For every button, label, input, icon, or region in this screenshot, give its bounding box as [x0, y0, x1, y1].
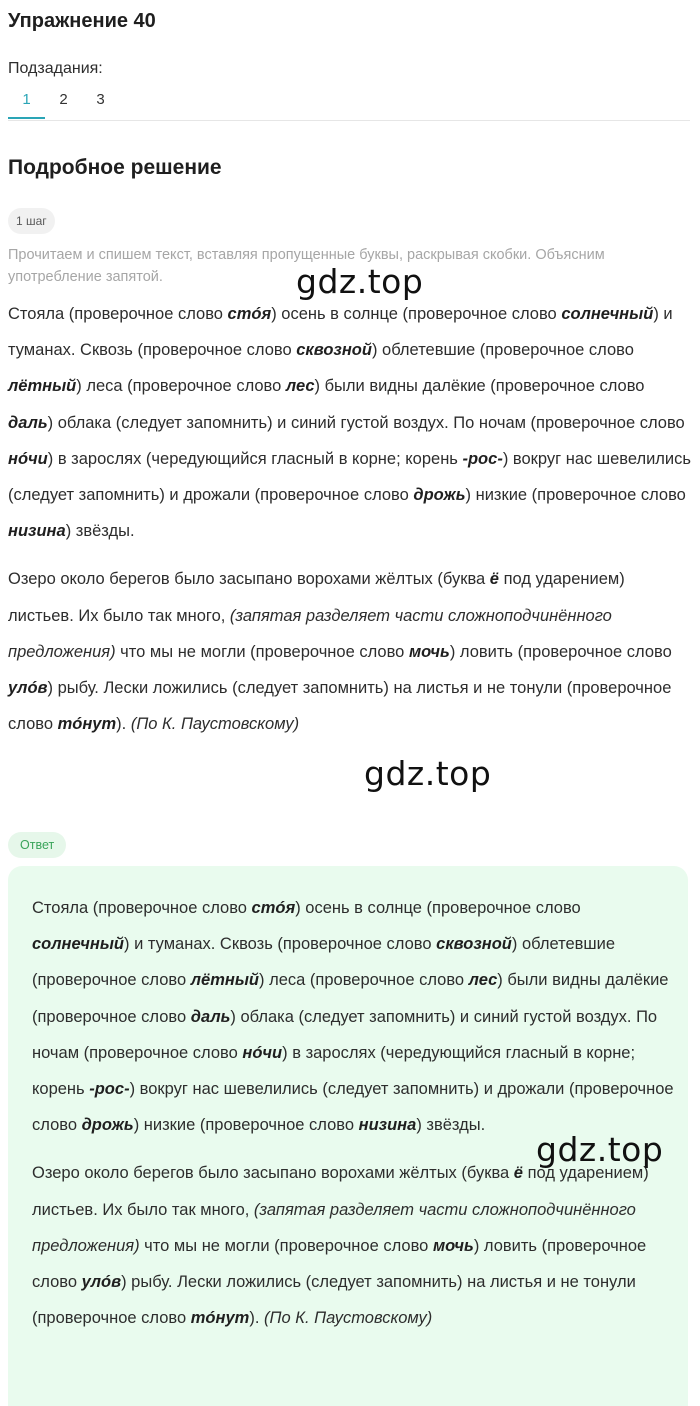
page-title: Упражнение 40: [8, 10, 156, 32]
section-title: Подробное решение: [8, 156, 222, 179]
solution-paragraph-2: Озеро около берегов было засыпано ворохами жёлтых (буква ё под ударением) листьев. Их было так много, (запятая разделяет части сложноподчинённого предложения) что мы не могли (проверочное слово мочь) ловить (проверочное слово улóв) рыбу. Лески ложились (следует запомнить) на листья и не тонули (проверочное слово тóнут). (По К. Паустовскому): [8, 570, 672, 734]
step-badge: 1 шаг: [8, 208, 55, 234]
answer-text: [32, 890, 674, 1336]
subtask-tab-2[interactable]: 2: [59, 91, 68, 108]
tabs-divider: [8, 120, 690, 121]
answer-paragraph-1: Стояла (проверочное слово стóя) осень в солнце (проверочное слово солнечный) и туманах. Сквозь (проверочное слово сквозной) облетевшие (проверочное слово лётный) леса (проверочное слово лес) были видны далёкие (проверочное слово даль) облака (следует запомнить) и синий густой воздух. По ночам (проверочное слово нóчи) в зарослях (чередующийся гласный в корне; корень -рос-) вокруг нас шевелились (следует запомнить) и дрожали (проверочное слово дрожь) низкие (проверочное слово низина) звёзды.: [32, 899, 674, 1135]
subtask-tabs: [8, 86, 119, 119]
step-description: Прочитаем и спишем текст, вставляя пропущенные буквы, раскрывая скобки. Объясним употребление запятой.: [8, 247, 605, 285]
subtask-tab-3[interactable]: 3: [96, 91, 105, 108]
watermark: gdz.top: [536, 1130, 664, 1169]
subtask-tab-1[interactable]: 1: [8, 86, 45, 119]
solution-paragraph-1: Стояла (проверочное слово стóя) осень в солнце (проверочное слово солнечный) и туманах. Сквозь (проверочное слово сквозной) облетевшие (проверочное слово лётный) леса (проверочное слово лес) были видны далёкие (проверочное слово даль) облака (следует запомнить) и синий густой воздух. По ночам (проверочное слово нóчи) в зарослях (чередующийся гласный в корне; корень -рос-) вокруг нас шевелились (следует запомнить) и дрожали (проверочное слово дрожь) низкие (проверочное слово низина) звёзды.: [8, 305, 691, 541]
solution-text: [8, 296, 692, 742]
answer-paragraph-2: Озеро около берегов было засыпано ворохами жёлтых (буква ё под ударением) листьев. Их было так много, (запятая разделяет части сложноподчинённого предложения) что мы не могли (проверочное слово мочь) ловить (проверочное слово улóв) рыбу. Лески ложились (следует запомнить) на листья и не тонули (проверочное слово тóнут). (По К. Паустовскому): [32, 1164, 649, 1328]
watermark: gdz.top: [364, 754, 492, 793]
watermark: gdz.top: [296, 262, 424, 301]
answer-badge: Ответ: [8, 832, 66, 858]
subtasks-label: Подзадания:: [8, 60, 103, 77]
